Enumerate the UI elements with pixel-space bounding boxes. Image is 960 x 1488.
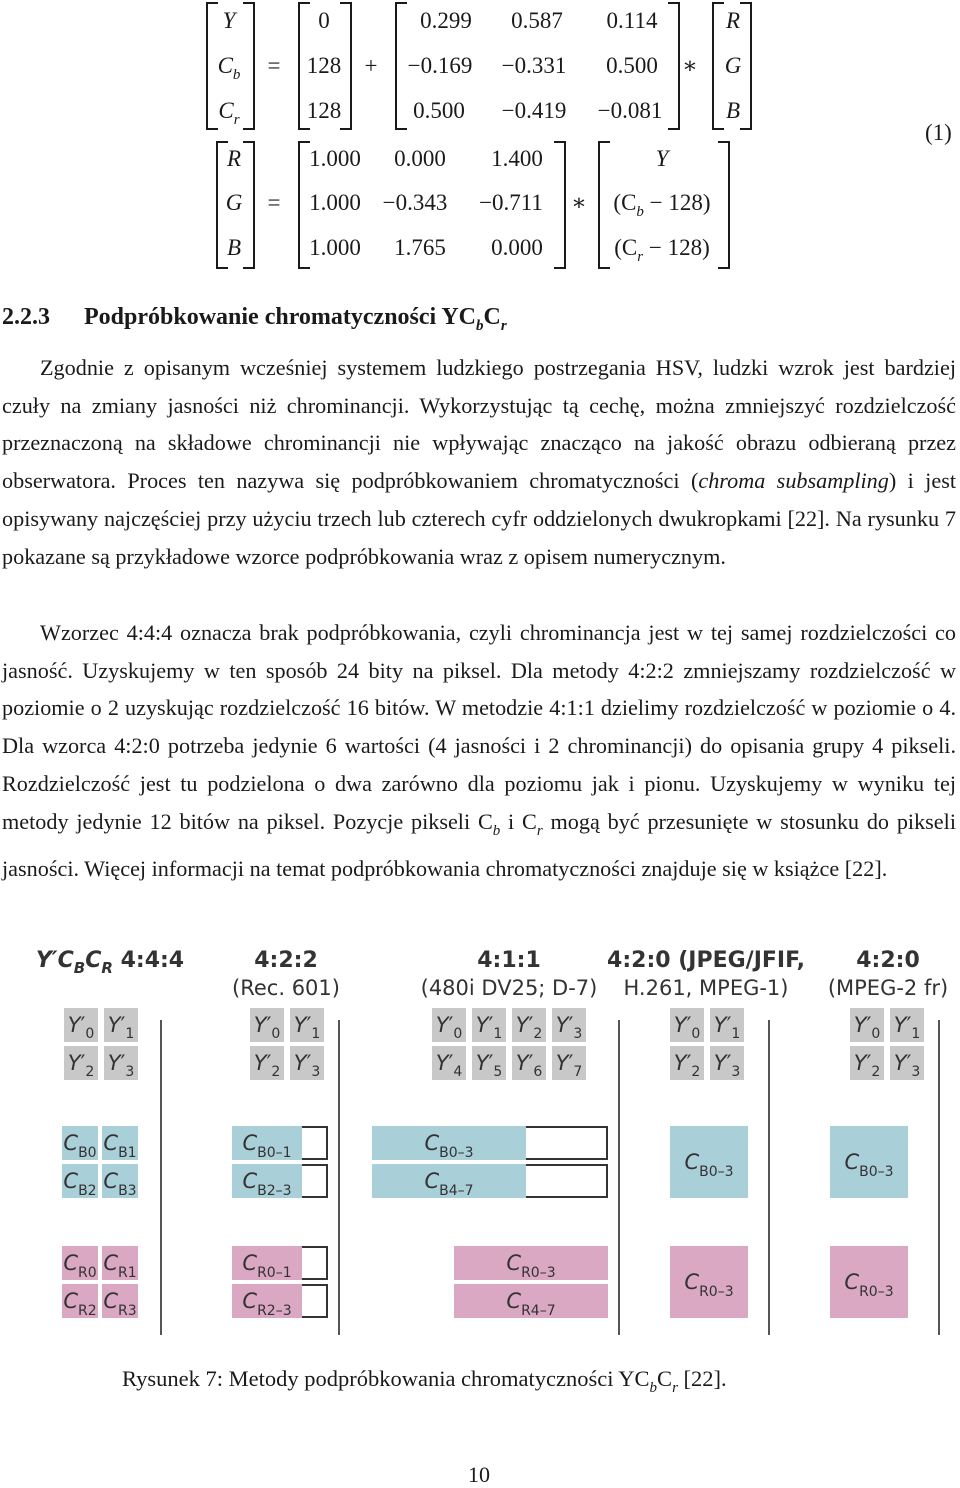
- eq1-lhs-cr: $C_r$: [218, 98, 240, 128]
- eq1-equals: =: [267, 53, 281, 78]
- eq1-rhs: G: [724, 53, 742, 78]
- paragraph-2: Wzorzec 4:4:4 oznacza brak podpróbkowania, czyli chrominancja jest w tej samej rozdzielczości co jasność. Uzyskujemy w ten sposób 24 bity na piksel. Dla metody 4:2:2 zmniejszamy rozdzielczość w poziomie o 2 uzyskując rozdzielczość 16 bitów. W metodzie 4:1:1 dzielimy rozdzielczość w poziomie o 4. Dla wzorca 4:2:0 potrzeba jedynie 6 wartości (4 jasności i 2 chrominancji) do opisania grupy 4 pikseli. Rozdzielczość jest tu podzielona o dwa zarówno dla poziomu jak i pionu. Uzyskujemy w wyniku tej metody jedynie 12 bitów na piksel. Pozycje pikseli $C_b$ i $C_r$ mogą być przesunięte w stosunku do pikseli jasności. Więcej informacji na temat podpróbkowania chromatyczności znajduje się w książce [22].: [2, 620, 956, 882]
- luma-sample: $Y'_0$: [64, 1008, 98, 1042]
- column-guide-line: [938, 1020, 940, 1335]
- cr-sample: $C_{R0-3}$: [454, 1246, 608, 1280]
- section-heading: 2.2.3 Podpróbkowanie chromatyczności $YC_bC_r$: [2, 304, 507, 334]
- cb-sample: $C_{B0-1}$: [232, 1126, 302, 1160]
- eq2-rhs: Y: [655, 146, 669, 171]
- luma-sample: $Y'_7$: [552, 1046, 586, 1080]
- luma-sample: $Y'_2$: [850, 1046, 884, 1080]
- bracket: [243, 141, 255, 269]
- cr-sample: $C_{R0-1}$: [232, 1246, 302, 1280]
- column-guide-line: [338, 1020, 340, 1335]
- subsampling-figure: [0, 940, 960, 1340]
- eq2-times: ∗: [571, 190, 587, 215]
- luma-sample: $Y'_3$: [290, 1046, 324, 1080]
- cb-sample: $C_{B0-3}$: [670, 1126, 748, 1198]
- eq1-matrix-cell: 0.114: [606, 8, 658, 33]
- eq1-times: ∗: [682, 53, 698, 78]
- eq2-matrix-cell: 1.000: [309, 235, 361, 260]
- luma-sample: $Y'_1$: [290, 1008, 324, 1042]
- luma-sample: $Y'_4$: [432, 1046, 466, 1080]
- luma-sample: $Y'_3$: [104, 1046, 138, 1080]
- cb-sample: $C_{B0}$: [62, 1126, 98, 1160]
- luma-sample: $Y'_0$: [250, 1008, 284, 1042]
- eq1-matrix-cell: −0.331: [501, 53, 567, 78]
- cb-sample: $C_{B2-3}$: [232, 1164, 302, 1198]
- luma-sample: $Y'_1$: [890, 1008, 924, 1042]
- cb-sample: $C_{B0-3}$: [372, 1126, 526, 1160]
- eq1-matrix-cell: 0.500: [413, 98, 465, 123]
- eq2-matrix-cell: 1.400: [491, 146, 543, 171]
- luma-sample: $Y'_3$: [710, 1046, 744, 1080]
- section-title: Podpróbkowanie chromatyczności YC: [84, 304, 476, 330]
- equation-number: (1): [925, 120, 952, 145]
- eq1-lhs-y: Y: [222, 8, 236, 33]
- eq2-matrix-cell: 1.000: [309, 146, 361, 171]
- figure-column-header: $Y'C_BC_R$ 4:4:4: [35, 948, 185, 977]
- eq2-matrix-cell: 1.000: [309, 190, 361, 215]
- eq2-matrix-cell: −0.711: [479, 190, 543, 215]
- eq2-matrix-cell: −0.343: [382, 190, 448, 215]
- luma-sample: $Y'_1$: [104, 1008, 138, 1042]
- figure-column-subheader: (Rec. 601): [232, 976, 340, 1000]
- eq2-lhs: G: [225, 190, 243, 215]
- eq1-lhs-cb: $C_b$: [217, 53, 241, 83]
- eq2-matrix-cell: 0.000: [491, 235, 543, 260]
- eq2-equals: =: [267, 190, 281, 215]
- cr-sample: $C_{R3}$: [102, 1284, 138, 1318]
- eq1-matrix-cell: −0.419: [501, 98, 567, 123]
- bracket: [243, 2, 255, 130]
- figure-column-subheader: (480i DV25; D-7): [420, 976, 598, 1000]
- bracket: [340, 2, 352, 130]
- luma-sample: $Y'_2$: [512, 1008, 546, 1042]
- figure-column-header: 4:2:2: [254, 948, 318, 973]
- eq1-rhs: R: [725, 8, 741, 33]
- luma-sample: $Y'_0$: [432, 1008, 466, 1042]
- figure-column-header: 4:2:0: [856, 948, 920, 973]
- luma-sample: $Y'_1$: [472, 1008, 506, 1042]
- luma-sample: $Y'_0$: [670, 1008, 704, 1042]
- luma-sample: $Y'_0$: [850, 1008, 884, 1042]
- eq1-offset: 128: [306, 53, 342, 78]
- luma-sample: $Y'_1$: [710, 1008, 744, 1042]
- bracket: [712, 2, 724, 130]
- eq1-offset: 0: [318, 8, 330, 33]
- cr-sample: $C_{R0}$: [62, 1246, 98, 1280]
- luma-sample: $Y'_2$: [64, 1046, 98, 1080]
- luma-sample: $Y'_5$: [472, 1046, 506, 1080]
- eq1-matrix-cell: −0.081: [597, 98, 663, 123]
- bracket: [554, 141, 566, 269]
- luma-sample: $Y'_3$: [552, 1008, 586, 1042]
- bracket: [740, 2, 752, 130]
- cr-sample: $C_{R0-3}$: [830, 1246, 908, 1318]
- cr-sample: $C_{R2-3}$: [232, 1284, 302, 1318]
- figure-column-header: 4:1:1: [477, 948, 541, 973]
- eq1-matrix-cell: 0.299: [420, 8, 472, 33]
- eq1-plus: +: [364, 53, 378, 78]
- column-guide-line: [618, 1020, 620, 1335]
- luma-sample: $Y'_2$: [250, 1046, 284, 1080]
- eq1-matrix-cell: −0.169: [407, 53, 473, 78]
- column-guide-line: [768, 1020, 770, 1335]
- cb-sample: $C_{B0-3}$: [830, 1126, 908, 1198]
- cb-sample: $C_{B1}$: [102, 1126, 138, 1160]
- paragraph-1: Zgodnie z opisanym wcześniej systemem ludzkiego postrzegania HSV, ludzki wzrok jest bardziej czuły na zmiany jasności niż chrominancji. Wykorzystując tą cechę, można zmniejszyć rozdzielczość przeznaczoną na składowe chrominancji nie wpływając znacząco na jakość obrazu odbieraną przez obserwatora. Proces ten nazywa się podpróbkowaniem chromatyczności (chroma subsampling) i jest opisywany najczęściej przy użyciu trzech lub czterech cyfr oddzielonych dwukropkami [22]. Na rysunku 7 pokazane są przykładowe wzorce podpróbkowania wraz z opisem numerycznym.: [2, 355, 956, 569]
- luma-sample: $Y'_3$: [890, 1046, 924, 1080]
- eq1-matrix-cell: 0.587: [511, 8, 563, 33]
- bracket: [206, 2, 218, 130]
- figure-column-subheader: (MPEG-2 fr): [827, 976, 949, 1000]
- eq2-lhs: B: [226, 235, 242, 260]
- eq1-rhs: B: [725, 98, 741, 123]
- bracket: [395, 2, 407, 130]
- cr-sample: $C_{R4-7}$: [454, 1284, 608, 1318]
- page-number: 10: [468, 1462, 490, 1487]
- eq2-matrix-cell: 0.000: [394, 146, 446, 171]
- eq2-matrix-cell: 1.765: [394, 235, 446, 260]
- eq2-lhs: R: [226, 146, 242, 171]
- eq1-matrix-cell: 0.500: [606, 53, 658, 78]
- cr-sample: $C_{R1}$: [102, 1246, 138, 1280]
- bracket: [668, 2, 680, 130]
- luma-sample: $Y'_6$: [512, 1046, 546, 1080]
- bracket: [598, 141, 610, 269]
- eq2-rhs: $(C_b - 128)$: [613, 190, 711, 220]
- cb-sample: $C_{B4-7}$: [372, 1164, 526, 1198]
- cr-sample: $C_{R2}$: [62, 1284, 98, 1318]
- section-number: 2.2.3: [2, 304, 50, 330]
- cb-sample: $C_{B2}$: [62, 1164, 98, 1198]
- figure-column-subheader: H.261, MPEG-1): [623, 976, 789, 1000]
- bracket: [718, 141, 730, 269]
- cb-sample: $C_{B3}$: [102, 1164, 138, 1198]
- column-guide-line: [160, 1020, 162, 1335]
- eq1-offset: 128: [306, 98, 342, 123]
- figure-column-header: 4:2:0 (JPEG/JFIF,: [607, 948, 805, 973]
- cr-sample: $C_{R0-3}$: [670, 1246, 748, 1318]
- figure-caption: Rysunek 7: Metody podpróbkowania chromatyczności $YC_bC_r$ [22].: [122, 1366, 727, 1396]
- luma-sample: $Y'_2$: [670, 1046, 704, 1080]
- eq2-rhs: $(C_r - 128)$: [614, 235, 710, 265]
